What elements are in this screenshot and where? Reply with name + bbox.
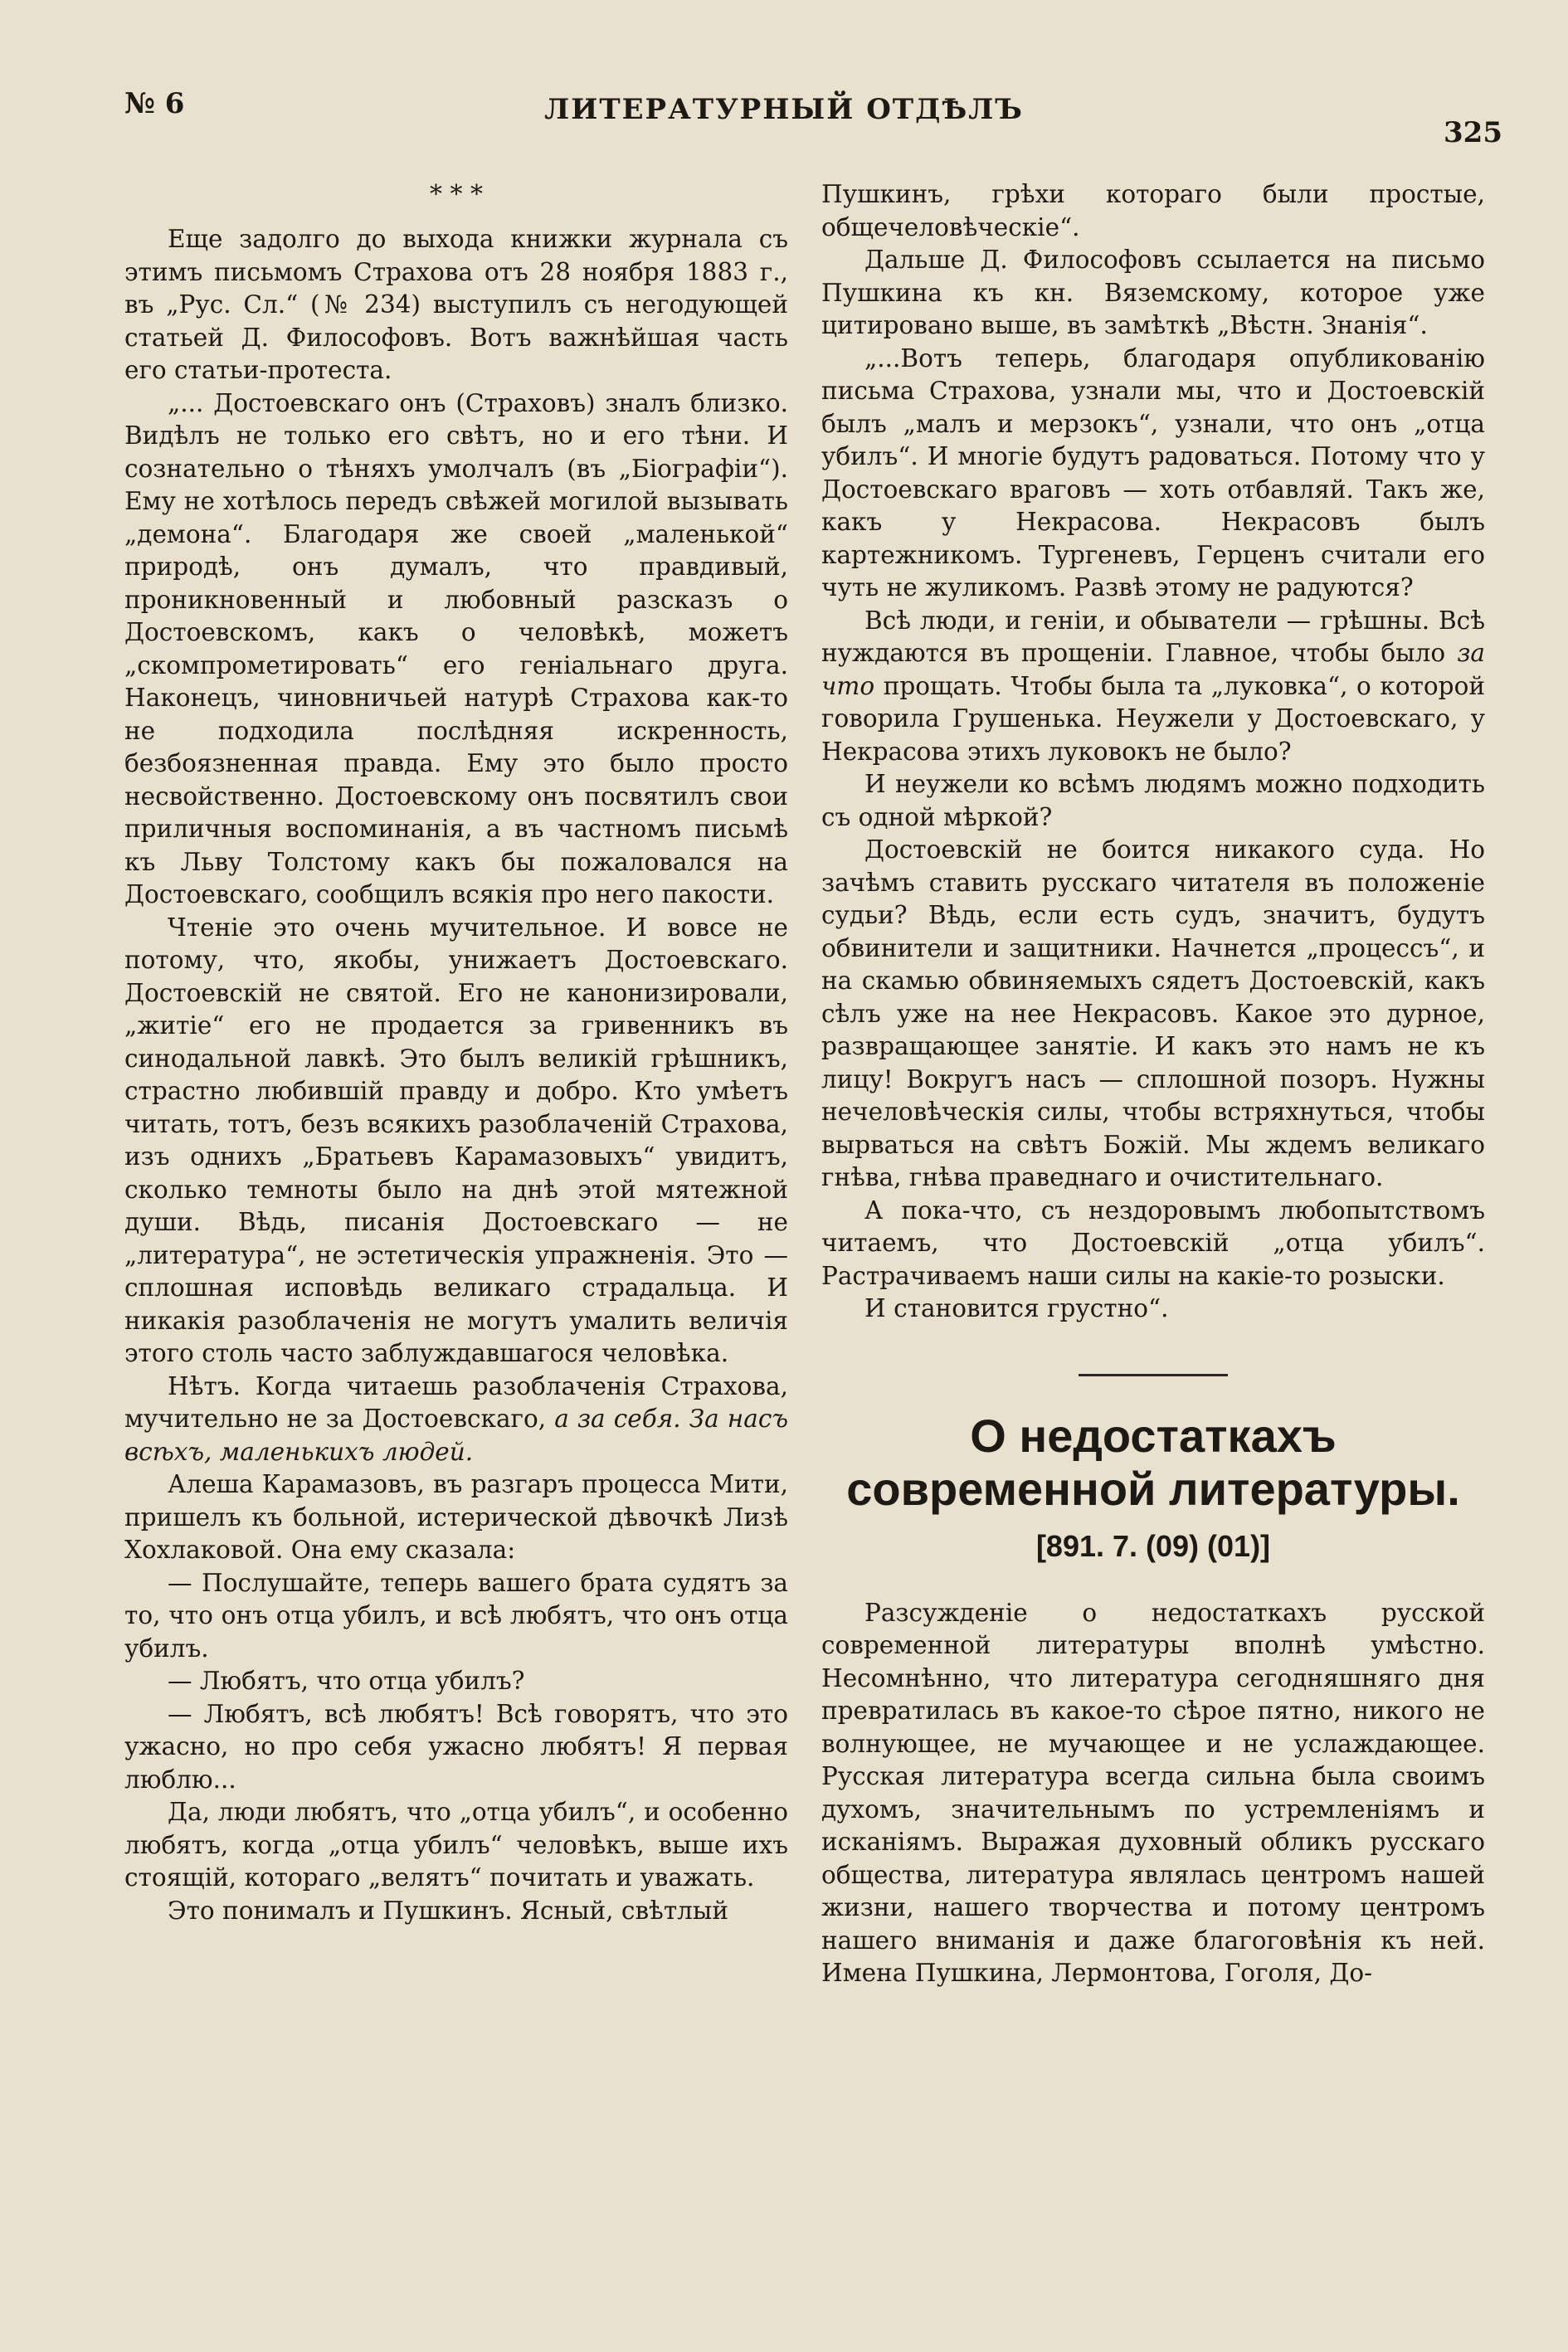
paragraph: Да, люди любятъ, что „отца убилъ“, и особенно любятъ, когда „отца убилъ“ человѣкъ, выше ихъ стоящій, котораго „велятъ“ почитать и уважать. (124, 1798, 788, 1892)
paragraph: Разсужденіе о недостаткахъ русской современной литературы вполнѣ умѣстно. Несомнѣнно, что литература сегодняшняго дня превратилась въ какое-то сѣрое пятно, никого не волнующее, не мучающее и не услаждающее. Русская литература всегда сильна была своимъ духомъ, значительнымъ по устремленіямъ и исканіямъ. Выражая духовный обликъ русскаго общества, литература являлась центромъ нашей жизни, нашего творчества и потому центромъ нашего вниманія и даже благоговѣнія къ ней. Имена Пушкина, Лермонтова, Гоголя, До- (821, 1598, 1485, 1987)
classification-code: [891. 7. (09) (01)] (1035, 1528, 1271, 1563)
paragraph: Еще задолго до выхода книжки журнала съ этимъ письмомъ Страхова отъ 28 ноября 1883 г., въ „Рус. Сл.“ (№ 234) выступилъ съ негодующей статьей Д. Философовъ. Вотъ важнѣйшая часть его статьи-протеста. (124, 225, 788, 384)
italic-emphasis: а за себя. За насъ всѣхъ, маленькихъ людей. (124, 1405, 789, 1466)
paragraph: „...Вотъ теперь, благодаря опубликованію письма Страхова, узнали мы, что и Достоевскій былъ „малъ и мерзокъ“, узнали, что онъ „отца убилъ“. И многіе будутъ радоваться. Потому что у Достоевскаго враговъ — хоть отбавляй. Такъ же, какъ у Некрасова. Некрасовъ былъ картежникомъ. Тургеневъ, Герценъ считали его чуть не жуликомъ. Развѣ этому не радуются? (821, 343, 1485, 601)
dialogue-line: — Любятъ, всѣ любятъ! Всѣ говорятъ, что это ужасно, но про себя ужасно любятъ! Я первая люблю... (124, 1699, 788, 1794)
issue-number: № 6 (124, 87, 185, 120)
paragraph: „... Достоевскаго онъ (Страховъ) зналъ близко. Видѣлъ не только его свѣтъ, но и его тѣни. И сознательно о тѣняхъ умолчалъ (въ „Біографіи“). Ему не хотѣлось передъ свѣжей могилой вызывать „демона“. Благодаря же своей „маленькой“ природѣ, онъ думалъ, что правдивый, проникновенный и любовный разсказъ о Достоевскомъ, какъ о человѣкѣ, можетъ „скомпрометировать“ его геніальнаго друга. Наконецъ, чиновничьей натурѣ Страхова как-то не подходила послѣдняя искренность, безбоязненная правда. Ему это было просто несвойственно. Достоевскому онъ посвятилъ свои приличныя воспоминанія, а въ частномъ письмѣ къ Льву Толстому какъ бы пожаловался на Достоевскаго, сообщилъ всякія про него пакости. (124, 388, 788, 908)
paragraph (821, 605, 1485, 769)
dialogue-line: — Любятъ, что отца убилъ? (168, 1667, 525, 1695)
paragraph: А пока-что, съ нездоровымъ любопытствомъ читаемъ, что Достоевскій „отца убилъ“. Растрачиваемъ наши силы на какіе-то розыски. (821, 1195, 1485, 1290)
paragraph-text: Всѣ люди, и геніи, и обыватели — грѣшны. Всѣ нуждаются въ прощеніи. Главное, чтобы было (821, 606, 1485, 667)
right-column (821, 178, 1485, 1990)
paragraph: Достоевскій не боится никакого суда. Но зачѣмъ ставить русскаго читателя въ положеніе судьи? Вѣдь, если есть судъ, значитъ, будутъ обвинители и защитники. Начнется „процессъ“, и на скамью обвиняемыхъ сядетъ Достоевскій, какъ сѣлъ уже на нее Некрасовъ. Какое это дурное, развращающее занятіе. И какъ это намъ не къ лицу! Вокругъ насъ — сплошной позоръ. Нужны нечеловѣческія силы, чтобы встряхнуться, чтобы вырваться на свѣтъ Божій. Мы ждемъ великаго гнѣва, гнѣва праведнаго и очистительнаго. (821, 835, 1485, 1191)
paragraph-text: прощать. Чтобы была та „луковка“, о которой говорила Грушенька. Неужели у Достоевскаго, у Некрасова этихъ луковокъ не было? (821, 671, 1485, 766)
section-title: ЛИТЕРАТУРНЫЙ ОТДѢЛЪ (544, 93, 1024, 126)
paragraph: Чтеніе это очень мучительное. И вовсе не потому, что, якобы, унижаетъ Достоевскаго. Достоевскій не святой. Его не канонизировали, „житіе“ его не продается за гривенникъ въ синодальной лавкѣ. Это былъ великій грѣшникъ, страстно любившій правду и добро. Кто умѣетъ читать, тотъ, безъ всякихъ разоблаченій Страхова, изъ однихъ „Братьевъ Карамазовыхъ“ увидитъ, сколько темноты было на днѣ этой мятежной души. Вѣдь, писанія Достоевскаго — не „литература“, не эстетическія упражненія. Это — сплошная исповѣдь великаго страдальца. И никакія разоблаченія не могутъ умалить величія этого столь часто заблуждавшагося человѣка. (124, 913, 788, 1367)
paragraph: Это понималъ и Пушкинъ. Ясный, свѣтлый (168, 1896, 729, 1925)
paragraph: Пушкинъ, грѣхи котораго были простые, общечеловѣческіе“. (821, 180, 1485, 241)
paragraph: И неужели ко всѣмъ людямъ можно подходить съ одной мѣркой? (821, 770, 1485, 831)
paragraph: И становится грустно“. (864, 1294, 1169, 1322)
italic-emphasis: за что (821, 639, 1485, 700)
paragraph: Дальше Д. Философовъ ссылается на письмо Пушкина къ кн. Вяземскому, которое уже цитировано выше, въ замѣткѣ „Вѣстн. Знанія“. (821, 246, 1485, 339)
divider-rule (1079, 1374, 1228, 1376)
article-title: О недостаткахъ современной литературы. (846, 1409, 1460, 1515)
paragraph-text: Нѣтъ. Когда читаешь разоблаченія Страхова, мучительно не за Достоевскаго, (124, 1371, 788, 1433)
paragraph (124, 1371, 788, 1469)
page-number: 325 (1444, 116, 1502, 149)
left-column (124, 178, 788, 1927)
paragraph: Алеша Карамазовъ, въ разгаръ процесса Мити, пришелъ къ больной, истерической дѣвочкѣ Лизѣ Хохлаковой. Она ему сказала: (124, 1470, 788, 1564)
section-divider-stars: * * * (429, 180, 484, 209)
dialogue-line: — Послушайте, теперь вашего брата судятъ за то, что онъ отца убилъ, и всѣ любятъ, что онъ отца убилъ. (124, 1568, 788, 1663)
